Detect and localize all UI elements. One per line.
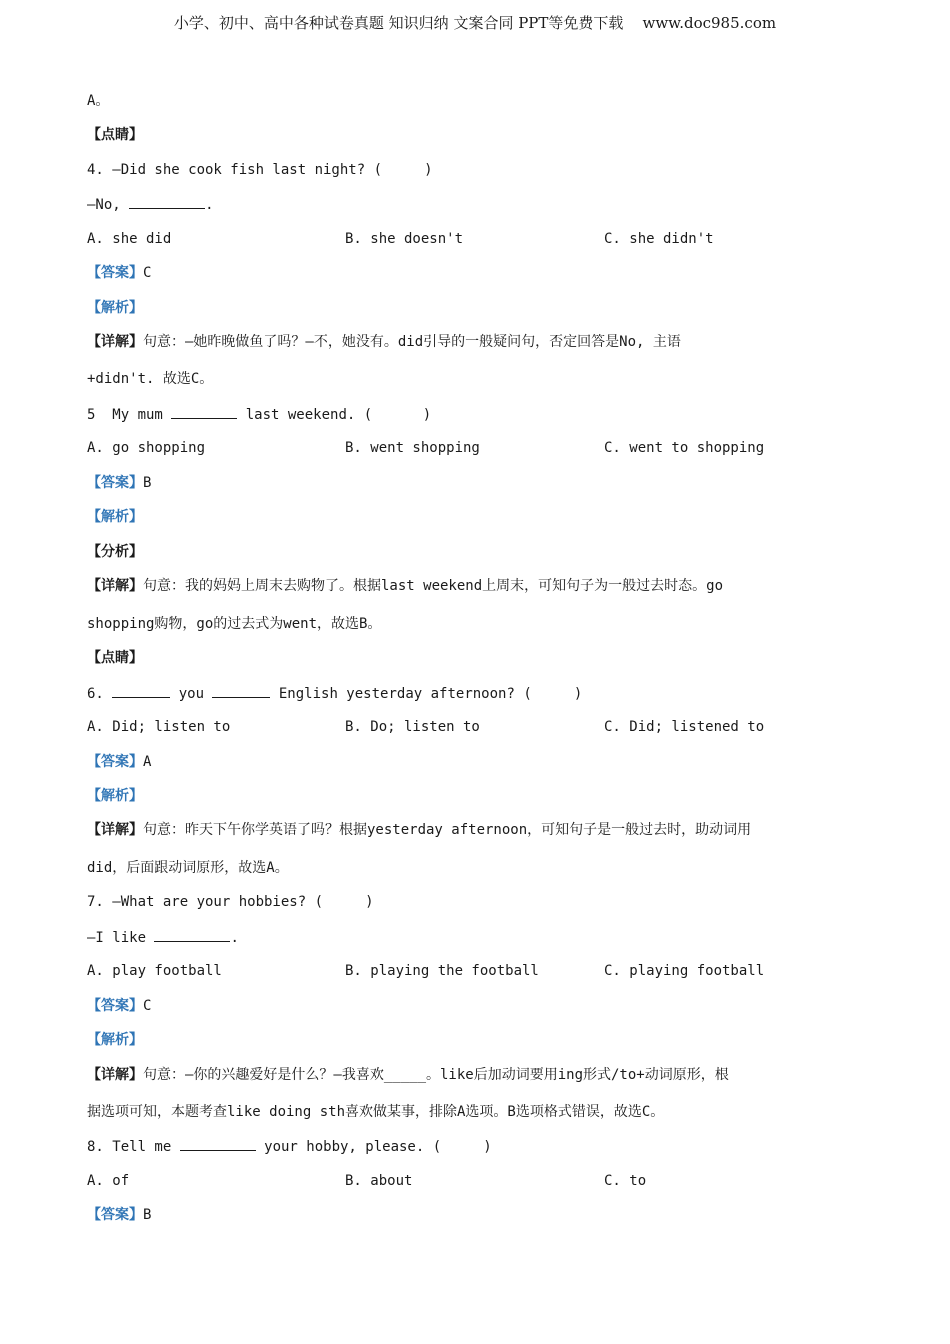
q5-detail-2: shopping购物，go的过去式为went，故选B。	[87, 616, 382, 632]
jiexi-label: 【解析】	[87, 509, 143, 525]
q7-detail-1	[87, 1065, 729, 1085]
answer-label: 【答案】	[87, 265, 143, 281]
q7-question: 7. —What are your hobbies? ( )	[87, 894, 374, 910]
dianjing-label: 【点睛】	[87, 650, 143, 666]
page-header: 小学、初中、高中各种试卷真题 知识归纳 文案合同 PPT等免费下载 www.doc985.com	[173, 14, 777, 32]
q7-blank	[154, 927, 230, 942]
q5-option-b: B. went shopping	[345, 440, 480, 456]
q8-option-b: B. about	[345, 1173, 413, 1189]
q4-reply-suffix: .	[205, 197, 214, 213]
q7-answer	[87, 996, 151, 1016]
q7-option-c: C. playing football	[604, 963, 765, 979]
detail-label: 【详解】	[87, 578, 143, 594]
q6-option-b: B. Do; listen to	[345, 719, 480, 735]
jiexi-label: 【解析】	[87, 788, 143, 804]
q6-mid: you	[170, 686, 213, 702]
q5-option-c: C. went to shopping	[604, 440, 765, 456]
q4-detail-1	[87, 332, 681, 352]
q5-option-a: A. go shopping	[87, 440, 206, 456]
q6-detail-1	[87, 820, 751, 840]
q5-detail-1	[87, 576, 723, 596]
q6-blank-1	[112, 683, 170, 698]
q5-blank	[171, 404, 237, 419]
detail-label: 【详解】	[87, 334, 143, 350]
q5-prefix: 5 My mum	[87, 407, 172, 423]
q4-reply-prefix: —No,	[87, 197, 130, 213]
q4-reply	[87, 194, 214, 215]
q6-suffix: English yesterday afternoon? ( )	[270, 686, 583, 702]
fenxi-label: 【分析】	[87, 544, 143, 560]
q5-question	[87, 404, 431, 425]
q8-blank	[180, 1136, 256, 1151]
q4-option-a: A. she did	[87, 231, 172, 247]
detail-label: 【详解】	[87, 822, 143, 838]
answer-value: A	[143, 754, 152, 770]
detail-text: 句意：我的妈妈上周末去购物了。根据last weekend上周末，可知句子为一般过去时态。go	[143, 578, 723, 594]
dianjing-label: 【点睛】	[87, 127, 143, 143]
q5-suffix: last weekend. ( )	[237, 407, 432, 423]
q7-option-b: B. playing the football	[345, 963, 539, 979]
q7-reply-prefix: —I like	[87, 930, 155, 946]
q6-question	[87, 683, 582, 704]
answer-value: C	[143, 265, 152, 281]
q8-answer	[87, 1205, 151, 1225]
answer-value: B	[143, 475, 152, 491]
prev-answer-tail: A。	[87, 93, 110, 109]
q5-answer	[87, 473, 151, 493]
q4-option-c: C. she didn't	[604, 231, 714, 247]
q6-answer	[87, 752, 151, 772]
q7-detail-2: 据选项可知，本题考查like doing sth喜欢做某事，排除A选项。B选项格式错误，故选C。	[87, 1104, 665, 1120]
answer-label: 【答案】	[87, 998, 143, 1014]
q6-detail-2: did，后面跟动词原形，故选A。	[87, 860, 289, 876]
answer-label: 【答案】	[87, 1207, 143, 1223]
q7-reply	[87, 927, 239, 948]
detail-label: 【详解】	[87, 1067, 143, 1083]
q8-option-a: A. of	[87, 1173, 130, 1189]
q8-prefix: 8. Tell me	[87, 1139, 180, 1155]
q4-option-b: B. she doesn't	[345, 231, 464, 247]
answer-value: C	[143, 998, 152, 1014]
q7-option-a: A. play football	[87, 963, 222, 979]
detail-text: 句意：昨天下午你学英语了吗？根据yesterday afternoon，可知句子是一般过去时，助动词用	[143, 822, 752, 838]
q6-option-c: C. Did; listened to	[604, 719, 765, 735]
q4-answer	[87, 263, 151, 283]
answer-label: 【答案】	[87, 754, 143, 770]
q4-question: 4. —Did she cook fish last night? ( )	[87, 162, 433, 178]
detail-text: 句意：—她昨晚做鱼了吗？—不，她没有。did引导的一般疑问句，否定回答是No, 主语	[143, 334, 681, 350]
q8-option-c: C. to	[604, 1173, 647, 1189]
q6-blank-2	[212, 683, 270, 698]
jiexi-label: 【解析】	[87, 300, 143, 316]
q6-option-a: A. Did; listen to	[87, 719, 231, 735]
q8-question	[87, 1136, 492, 1157]
q7-reply-suffix: .	[230, 930, 239, 946]
q6-prefix: 6.	[87, 686, 113, 702]
answer-label: 【答案】	[87, 475, 143, 491]
detail-text: 句意：—你的兴趣爱好是什么？—我喜欢_____。like后加动词要用ing形式/to+动词原形，根	[143, 1067, 729, 1083]
q4-detail-2: +didn't. 故选C。	[87, 371, 214, 387]
q4-blank	[129, 194, 205, 209]
jiexi-label: 【解析】	[87, 1032, 143, 1048]
answer-value: B	[143, 1207, 152, 1223]
q8-suffix: your hobby, please. ( )	[255, 1139, 492, 1155]
